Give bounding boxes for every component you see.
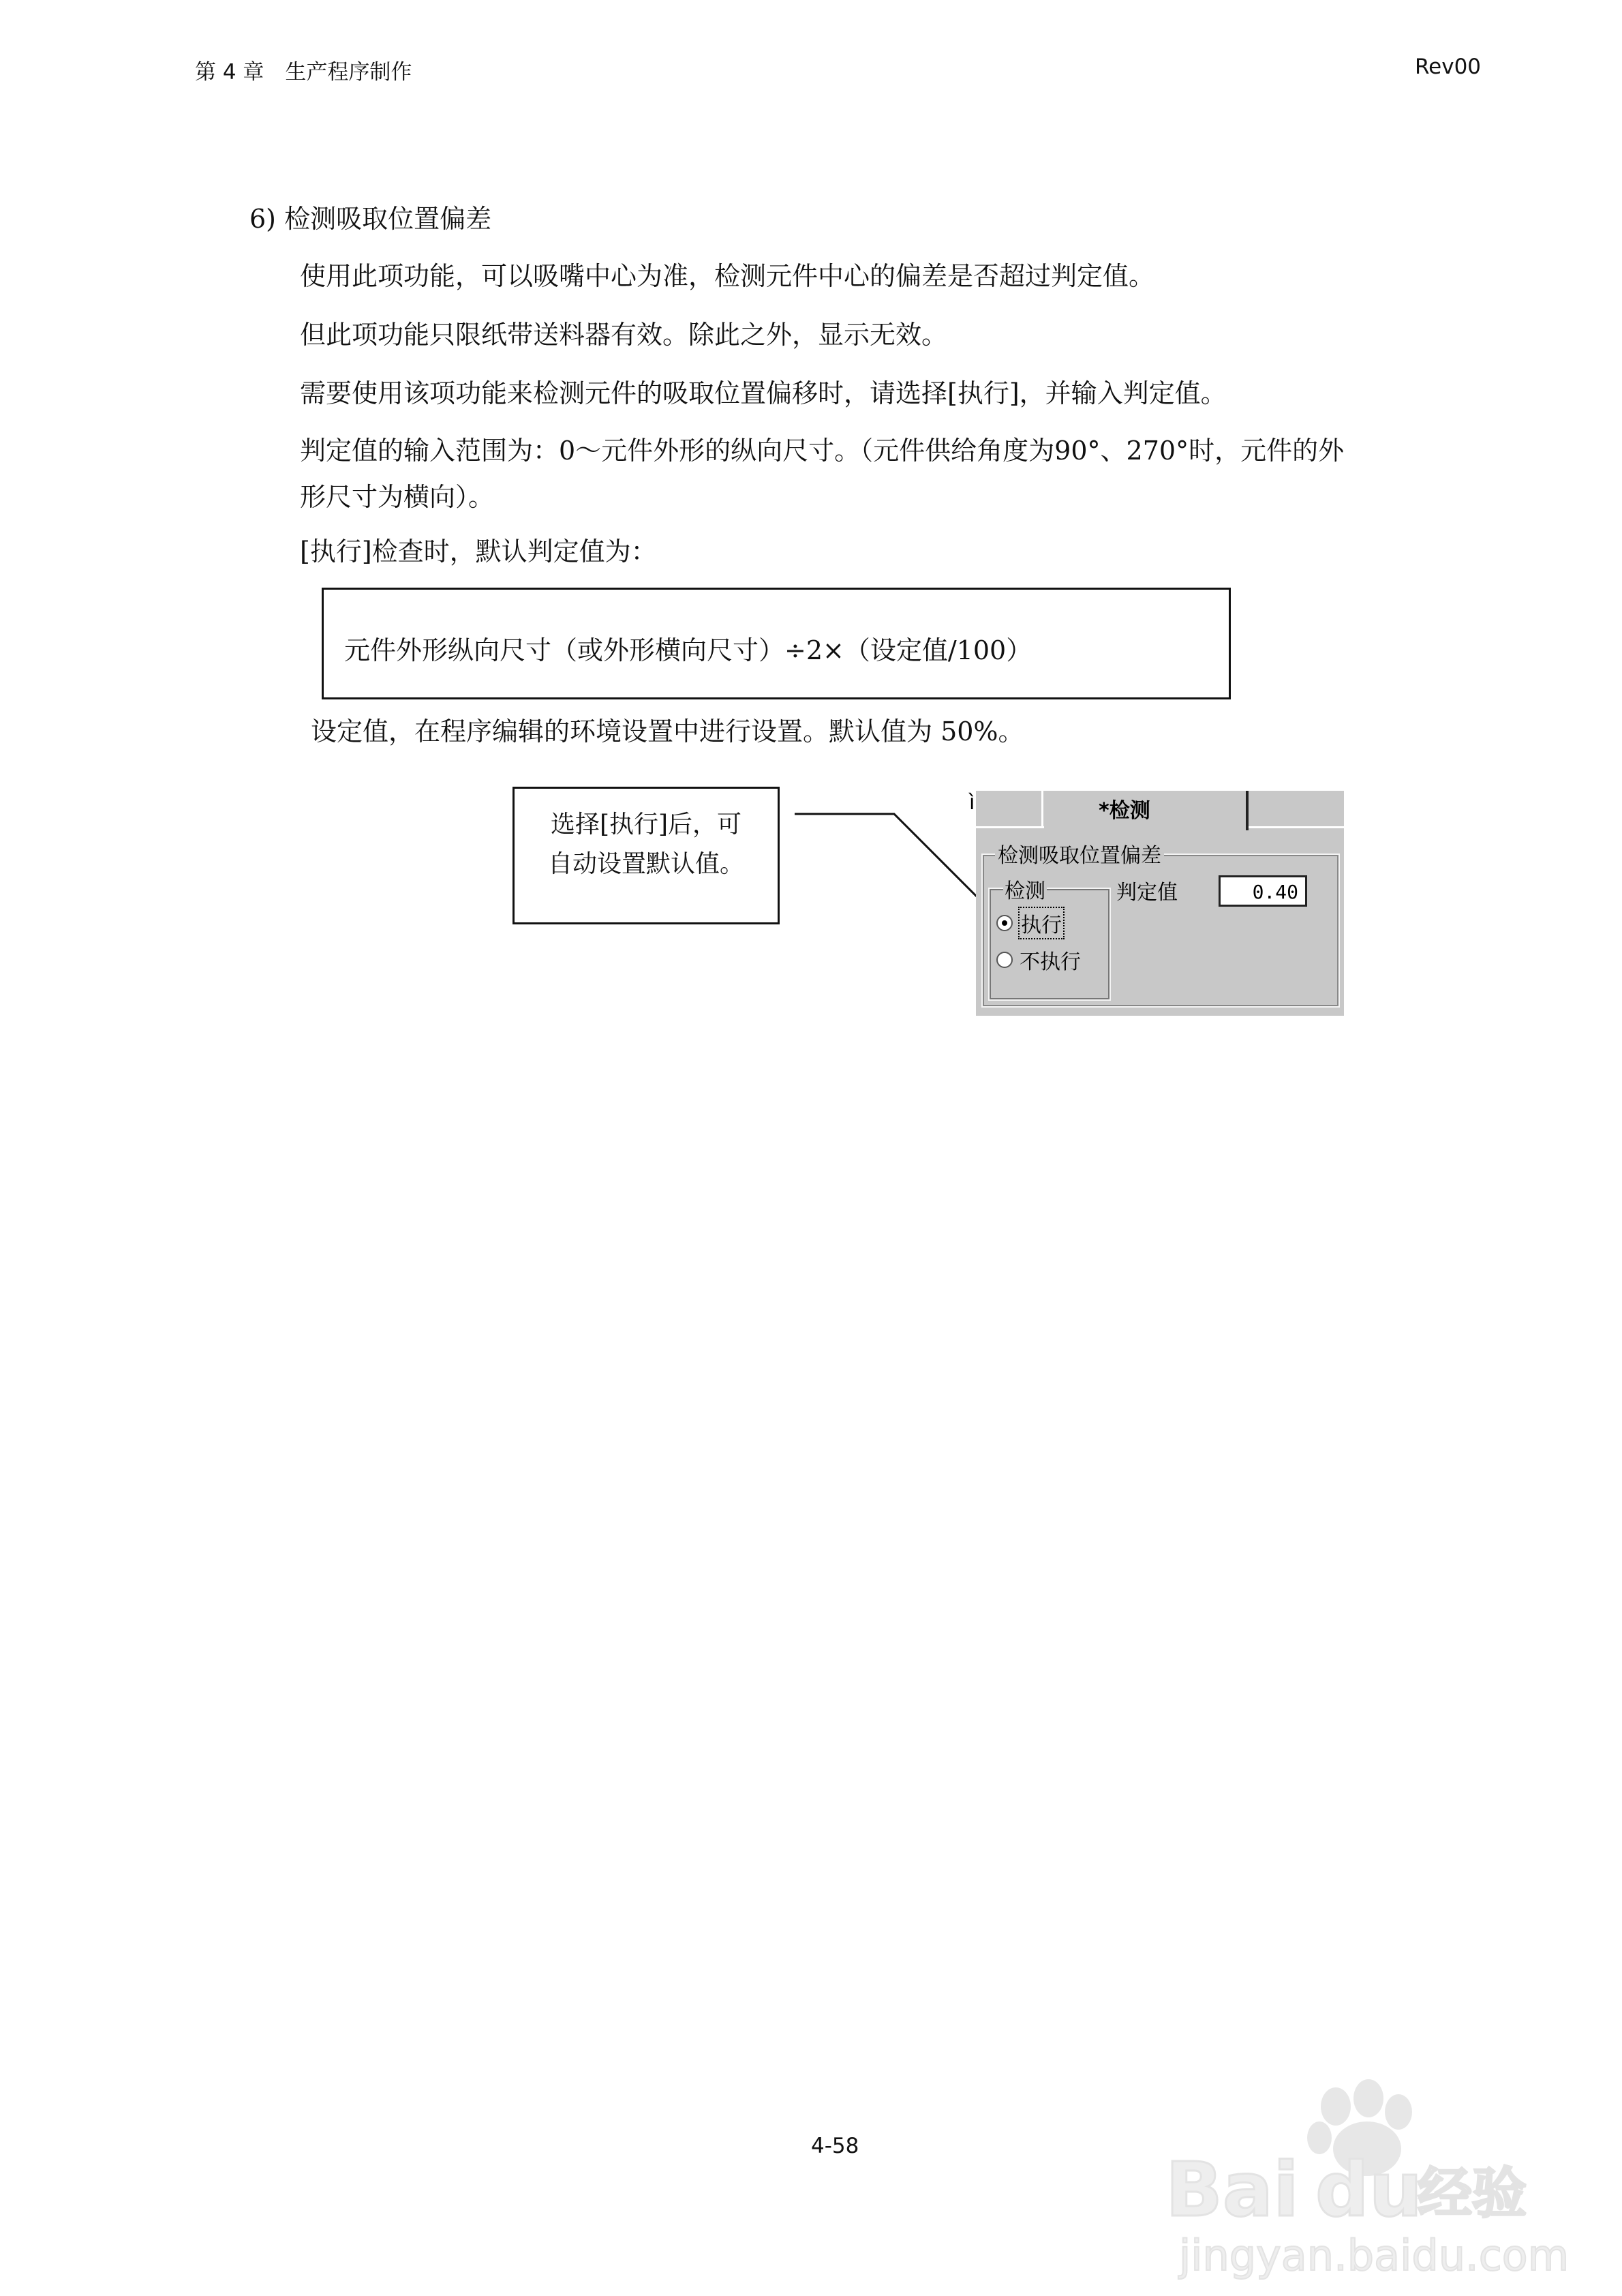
- revision-label: Rev00: [1415, 55, 1482, 79]
- baidu-watermark-logo: [1152, 2059, 1570, 2284]
- paragraph-1: 使用此项功能，可以吸嘴中心为准，检测元件中心的偏差是否超过判定值。: [300, 261, 1155, 291]
- radio-execute-label: 执行: [1020, 908, 1063, 938]
- tab-inspection[interactable]: [1044, 791, 1249, 830]
- page-number: 4-58: [811, 2134, 859, 2158]
- paragraph-4-line-1: 判定值的输入范围为：0～元件外形的纵向尺寸。（元件供给角度为90°、270°时，元件的外: [300, 436, 1345, 466]
- pickup-deviation-group-title: 检测吸取位置偏差: [995, 839, 1164, 868]
- radio-not-execute-label: 不执行: [1020, 950, 1081, 974]
- svg-text:经验: 经验: [1418, 2162, 1527, 2225]
- svg-text:jingyan.baidu.com: jingyan.baidu.com: [1179, 2231, 1570, 2280]
- judge-value-input[interactable]: 0.40: [1219, 875, 1307, 907]
- radio-not-execute-button[interactable]: [996, 952, 1013, 968]
- paragraph-3: 需要使用该项功能来检测元件的吸取位置偏移时，请选择[执行]，并输入判定值。: [300, 378, 1227, 408]
- paragraph-2: 但此项功能只限纸带送料器有效。除此之外，显示无效。: [300, 320, 948, 350]
- paragraph-5: [执行]检查时，默认判定值为：: [300, 537, 657, 567]
- inspection-radio-group-title: 检测: [1003, 874, 1047, 904]
- chapter-header: 第 4 章 生产程序制作: [195, 60, 412, 85]
- tab-partial[interactable]: ì: [969, 791, 975, 815]
- paragraph-6: 设定值，在程序编辑的环境设置中进行设置。默认值为 50%。: [311, 716, 1024, 746]
- formula-text: 元件外形纵向尺寸（或外形横向尺寸）÷2×（设定值/100）: [344, 635, 1032, 665]
- svg-text:du: du: [1315, 2146, 1423, 2233]
- paragraph-4-line-2: 形尺寸为横向）。: [300, 482, 495, 512]
- svg-text:Bai: Bai: [1165, 2146, 1299, 2233]
- inspection-settings-dialog: [969, 791, 1344, 1016]
- inspection-radio-group: [988, 888, 1111, 1001]
- radio-execute-button[interactable]: [996, 915, 1013, 931]
- tab-inspection-label: *检测: [1099, 799, 1150, 823]
- radio-execute-option[interactable]: [996, 908, 1063, 938]
- callout-line-1: 选择[执行]后，可: [550, 811, 742, 839]
- callout-line-2: 自动设置默认值。: [547, 849, 744, 878]
- judge-value-label: 判定值: [1116, 881, 1178, 905]
- tab-divider: [1041, 791, 1043, 826]
- section-title: 6) 检测吸取位置偏差: [249, 204, 492, 234]
- radio-not-execute-option[interactable]: [996, 945, 1081, 975]
